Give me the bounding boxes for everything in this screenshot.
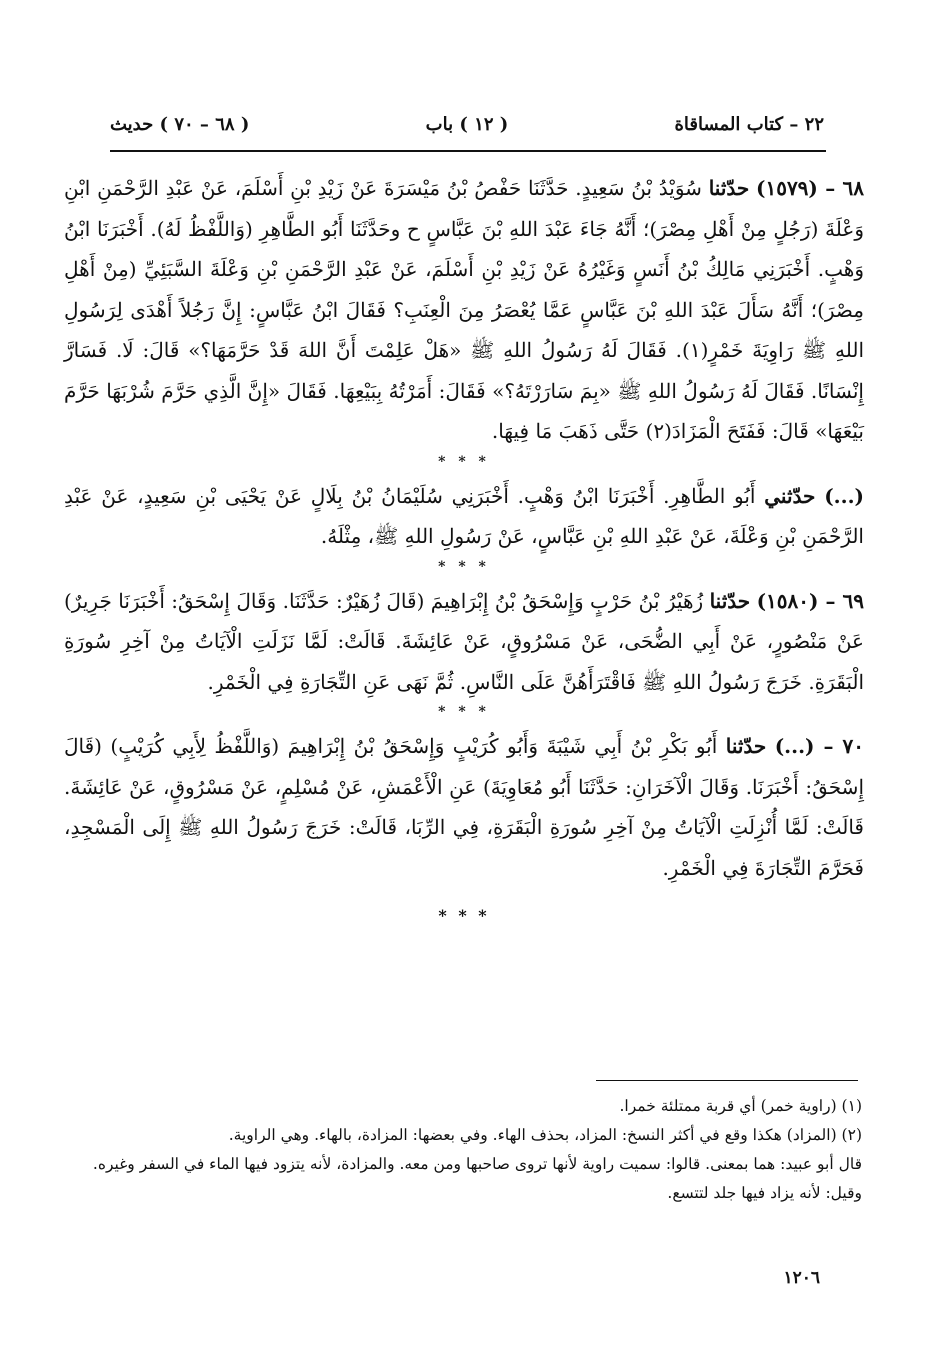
footnote-2: (٢) (المزاد) هكذا وقع في أكثر النسخ: المزاد، بحذف الهاء. وفي بعضها: المزادة، بالهاء. وهي الراوية. <box>228 1126 862 1144</box>
hadith-number: ٦٩ – (١٥٨٠) <box>756 588 864 613</box>
main-text <box>64 168 864 944</box>
hadith-number: ٦٨ – (١٥٧٩) <box>755 176 865 200</box>
hadith-text: سُوَيْدُ بْنُ سَعِيدٍ. حَدَّثَنَا حَفْصُ بْنُ مَيْسَرَةَ عَنْ زَيْدِ بْنِ أَسْلَمَ، عَنْ عَبْدِ الرَّحْمَنِ ابْنِ وَعْلَةَ (رَجُلٍ مِنْ أَهْلِ مِصْرَ)؛ أَنَّهُ جَاءَ عَبْدَ اللهِ بْنَ عَبَّاسٍ ح وحَدَّثَنَا أَبُو الطَّاهِرِ (وَاللَّفْظُ لَهُ). أَخْبَرَنَا ابْنُ وَهْبٍ. أَخْبَرَنِي مَالِكُ بْنُ أَنَسٍ وَغَيْرُهُ عَنْ زَيْدِ بْنِ أَسْلَمَ، عَنْ عَبْدِ الرَّحْمَنِ بْنِ وَعْلَةَ السَّبَئِيِّ (مِنْ أَهْلِ مِصْرَ)؛ أَنَّهُ سَأَلَ عَبْدَ اللهِ بْنَ عَبَّاسٍ عَمَّا يُعْصَرُ مِنَ الْعِنَبِ؟ فَقَالَ ابْنُ عَبَّاسٍ: إِنَّ رَجُلاً أَهْدَى لِرَسُولِ اللهِ ﷺ رَاوِيَةَ خَمْرٍ(١). فَقَالَ لَهُ رَسُولُ اللهِ ﷺ «هَلْ عَلِمْتَ أَنَّ اللهَ قَدْ حَرَّمَهَا؟» قَالَ: لَا. فَسَارَّ إِنْسَانًا. فَقَالَ لَهُ رَسُولُ اللهِ ﷺ «بِمَ سَارَرْتَهُ؟» فَقَالَ: أَمَرْتُهُ بِبَيْعِهَا. فَقَالَ «إِنَّ الَّذِي حَرَّمَ شُرْبَهَا حَرَّمَ بَيْعَهَا» قَالَ: فَفَتَحَ الْمَزَادَ(٢) حَتَّى ذَهَبَ مَا فِيهَا. <box>64 176 864 443</box>
running-header <box>110 114 824 148</box>
footnote-1: (١) (راوية خمر) أي قربة ممتلئة خمرا. <box>619 1097 862 1115</box>
page-number: ١٢٠٦ <box>783 1268 820 1288</box>
hadith-text: أَبُو الطَّاهِرِ. أَخْبَرَنَا ابْنُ وَهْبٍ. أَخْبَرَنِي سُلَيْمَانُ بْنُ بِلَالٍ عَنْ يَحْيَى بْنِ سَعِيدٍ، عَنْ عَبْدِ الرَّحْمَنِ بْنِ وَعْلَةَ، عَنْ عَبْدِ اللهِ بْنِ عَبَّاسٍ، عَنْ رَسُولِ اللهِ ﷺ، مِثْلَهُ. <box>64 483 864 548</box>
hadith-text: أَبُو بَكْرِ بْنُ أَبِي شَيْبَةَ وَأَبُو كُرَيْبٍ وَإِسْحَقُ بْنُ إِبْرَاهِيمَ (وَاللَّفْظُ لِأَبِي كُرَيْبٍ) (قَالَ إِسْحَقُ: أَخْبَرَنَا. وَقَالَ الْآخَرَانِ: حَدَّثَنَا أَبُو مُعَاوِيَةَ) عَنِ الْأَعْمَشِ، عَنْ مُسْلِمٍ، عَنْ مَسْرُوقٍ، عَنْ عَائِشَةَ. قَالَتْ: لَمَّا أُنْزِلَتِ الْآيَاتُ مِنْ آخِرِ سُورَةِ الْبَقَرَةِ، فِي الرِّبَا، قَالَتْ: خَرَجَ رَسُولُ اللهِ ﷺ إِلَى الْمَسْجِدِ، فَحَرَّمَ التِّجَارَةَ فِي الْخَمْرِ. <box>64 734 864 880</box>
hadith-keyword: حدّثنا <box>709 588 751 613</box>
chapter-end-mark: * * * <box>438 906 490 925</box>
hadith-69 <box>64 581 864 703</box>
section-separator: * * * <box>438 704 490 720</box>
section-separator: * * * <box>438 558 490 575</box>
hadith-text: زُهَيْرُ بْنُ حَرْبٍ وَإِسْحَقُ بْنُ إِبْرَاهِيمَ (قَالَ زُهَيْرٌ: حَدَّثَنَا. وَقَالَ إِسْحَقُ: أَخْبَرَنَا جَرِيرٌ) عَنْ مَنْصُورٍ، عَنْ أَبِي الضُّحَى، عَنْ مَسْرُوقٍ، عَنْ عَائِشَةَ. قَالَتْ: لَمَّا نَزَلَتِ الْآيَاتُ مِنْ آخِرِ سُورَةِ الْبَقَرَةِ. خَرَجَ رَسُولُ اللهِ ﷺ فَاقْتَرَأَهُنَّ عَلَى النَّاسِ. ثُمَّ نَهَى عَنِ التِّجَارَةِ فِي الْخَمْرِ. <box>64 588 864 694</box>
header-chapter: ( ١٢ ) باب <box>425 114 509 135</box>
footnote-2-continued: قال أبو عبيد: هما بمعنى. قالوا: سميت راوية لأنها تروى صاحبها ومن معه. والمزادة، لأنه يتزود فيها الماء في السفر وغيره. <box>92 1155 862 1173</box>
hadith-number: (...) <box>824 483 865 508</box>
footnote-divider <box>596 1080 858 1081</box>
hadith-number: ٧٠ – (...) <box>774 734 864 758</box>
hadith-keyword: حدّثنا <box>708 176 750 200</box>
section-separator: * * * <box>438 453 490 470</box>
hadith-keyword: حدّثني <box>764 483 816 508</box>
hadith-68 <box>64 168 864 452</box>
hadith-70 <box>64 726 864 888</box>
header-divider <box>110 150 826 152</box>
header-book-title: ٢٢ – كتاب المساقاة <box>674 114 824 135</box>
header-hadith-range: ( ٦٨ – ٧٠ ) حديث <box>110 114 250 135</box>
footnotes <box>66 1092 862 1208</box>
hadith-68-variant <box>64 476 864 557</box>
hadith-keyword: حدّثنا <box>725 734 767 758</box>
footnote-2-end: وقيل: لأنه يزاد فيها جلد لتتسع. <box>667 1184 862 1202</box>
